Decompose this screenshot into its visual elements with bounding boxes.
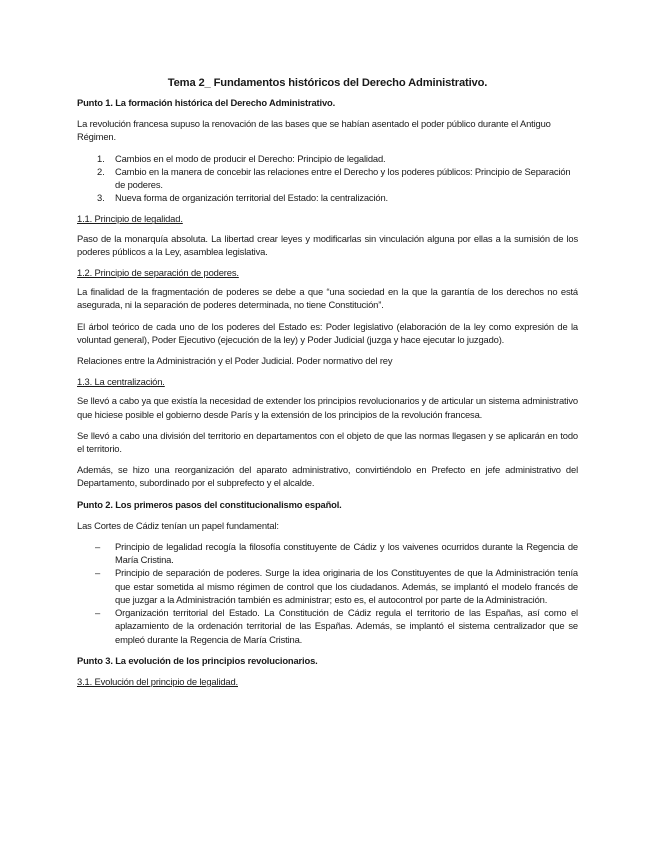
document-page: [77, 76, 578, 694]
section-1-2-title: 1.2. Principio de separación de poderes.: [77, 267, 239, 279]
list-item: [77, 606, 578, 646]
list-text: Principio de separación de poderes. Surge la idea originaria de los Constituyentes de que la Administración tenía que estar sometida al mismo régimen de control que los ciudadanos. Además, se implantó el modelo francés de que juzgar a la Administración también es administrar; esto es, el autocontrol por parte de la Administración.: [115, 567, 578, 605]
section-1-2-paragraph-1: La finalidad de la fragmentación de poderes se debe a que “una sociedad en la que la garantía de los derechos no está asegurada, ni la separación de poderes determinada, no tiene Constitución”.: [77, 286, 578, 311]
section-1-3-title: 1.3. La centralización.: [77, 376, 165, 388]
section-1-1-paragraph: Paso de la monarquía absoluta. La libertad crear leyes y modificarlas sin vinculación alguna por ellas a la sumisión de los poderes públicos a la Ley, asamblea legislativa.: [77, 232, 578, 257]
punto1-heading: Punto 1. La formación histórica del Derecho Administrativo.: [77, 97, 336, 108]
list-item: [77, 566, 578, 606]
punto2-bullet-list: [77, 540, 578, 646]
dash-bullet: –: [95, 607, 101, 619]
list-number: 2.: [97, 165, 105, 177]
section-1-3-paragraph-2: Se llevó a cabo una división del territorio en departamentos con el objeto de que las normas llegasen y se aplicarán en todo el territorio.: [77, 429, 578, 455]
list-item: [77, 191, 578, 204]
document-title: Tema 2_ Fundamentos históricos del Derecho Administrativo.: [167, 77, 488, 89]
list-text: Principio de legalidad recogía la filosofía constituyente de Cádiz y los vaivenes ocurridos durante la Regencia de María Cristina.: [115, 541, 578, 566]
section-1-1-title: 1.1. Principio de legalidad.: [77, 213, 183, 225]
punto1-intro: La revolución francesa supuso la renovación de las bases que se habían asentado el poder público durante el Antiguo Régimen.: [77, 118, 551, 143]
section-3-1-title: 3.1. Evolución del principio de legalidad.: [77, 675, 238, 687]
dash-bullet: –: [95, 541, 101, 553]
punto2-heading: Punto 2. Los primeros pasos del constitucionalismo español.: [77, 498, 342, 510]
punto3-heading: Punto 3. La evolución de los principios revolucionarios.: [77, 654, 318, 666]
section-1-3-paragraph-3: Además, se hizo una reorganización del aparato administrativo, convirtiéndolo en Prefecto en jefe administrativo del Departamento, subordinado por el subprefecto y el alcalde.: [77, 464, 578, 489]
section-1-2-paragraph-3: Relaciones entre la Administración y el Poder Judicial. Poder normativo del rey: [77, 355, 393, 367]
list-item: [77, 540, 578, 566]
dash-bullet: –: [95, 567, 101, 579]
section-1-2-paragraph-2: El árbol teórico de cada uno de los poderes del Estado es: Poder legislativo (elaboración de la ley como expresión de la voluntad general), Poder Ejecutivo (ejecución de la ley) y Poder Judicial (juzga y hace ejecutar lo juzgado).: [77, 320, 578, 345]
list-text: Cambio en la manera de concebir las relaciones entre el Derecho y los poderes públicos: Principio de Separación de poderes.: [115, 165, 571, 191]
list-text: Organización territorial del Estado. La Constitución de Cádiz regula el territorio de las Españas, así como el aplazamiento de la ordenación territorial de las Españas. Además, se implantó el sistema centralizador que se empleó durante la Regencia de María Cristina.: [115, 607, 578, 645]
list-item: [77, 152, 578, 165]
list-number: 1.: [97, 152, 105, 164]
list-text: Nueva forma de organización territorial del Estado: la centralización.: [115, 192, 388, 204]
list-text: Cambios en el modo de producir el Derecho: Principio de legalidad.: [115, 152, 386, 164]
punto1-numbered-list: [77, 152, 578, 205]
section-1-3-paragraph-1: Se llevó a cabo ya que existía la necesidad de extender los principios revolucionarios y de articular un sistema administrativo que hiciese posible el gobierno desde París y la extensión de los principios de la revolución francesa.: [77, 395, 578, 420]
list-number: 3.: [97, 192, 105, 204]
list-item: [77, 165, 578, 191]
punto2-intro: Las Cortes de Cádiz tenían un papel fundamental:: [77, 519, 279, 531]
